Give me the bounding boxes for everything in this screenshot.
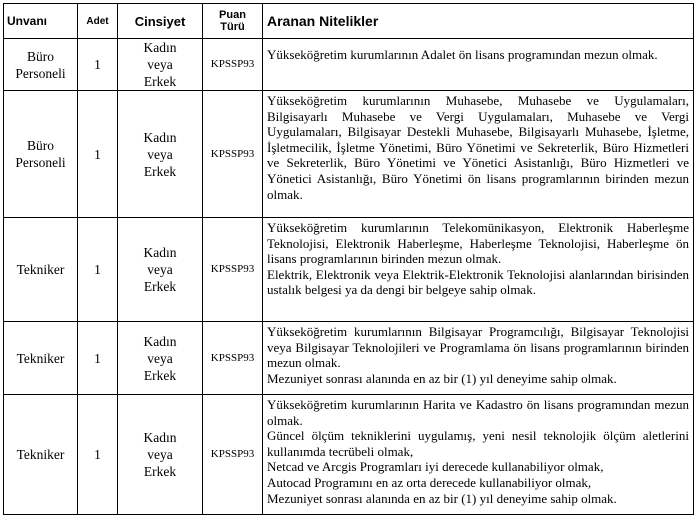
cinsiyet-line: veya [147, 350, 173, 366]
header-cinsiyet: Cinsiyet [118, 4, 203, 39]
cinsiyet-line: veya [147, 447, 173, 462]
nitelik-paragraph: Yükseköğretim kurumlarının Adalet ön lisans programından mezun olmak. [267, 47, 658, 62]
nitelik-cell [263, 39, 694, 91]
unvan-line2: Personeli [15, 155, 66, 170]
header-aranan-nitelikler: Aranan Nitelikler [263, 4, 694, 39]
header-unvan: Unvanı [4, 4, 78, 39]
table-row [4, 218, 694, 322]
nitelik-paragraph: Yükseköğretim kurumlarının Harita ve Kadastro ön lisans programından mezun olmak. [267, 397, 689, 428]
unvan-cell [4, 322, 78, 395]
header-row [4, 4, 694, 39]
cinsiyet-cell [118, 322, 203, 395]
nitelik-paragraph: Netcad ve Arcgis Programları iyi derecede kullanabiliyor olmak, [267, 459, 604, 475]
cinsiyet-line: Erkek [143, 163, 177, 179]
unvan-cell [4, 218, 78, 322]
unvan-cell [4, 39, 78, 91]
adet-cell: 1 [78, 39, 118, 91]
cinsiyet-line: Kadın [143, 333, 177, 349]
unvan-line2: Personeli [15, 65, 66, 81]
adet-cell: 1 [78, 218, 118, 322]
table-row [4, 91, 694, 218]
unvan-line1: Tekniker [16, 262, 65, 277]
cinsiyet-cell [118, 218, 203, 322]
header-puan-line1: Puan [219, 9, 246, 21]
nitelik-cell [263, 322, 694, 395]
nitelik-paragraph: Güncel ölçüm tekniklerini uygulamış, yeni nesil teknolojik ölçüm aletlerini kullanımda tecrübeli olmak, [267, 428, 689, 459]
unvan-line1: Büro [27, 48, 54, 64]
nitelik-paragraph: Elektrik, Elektronik veya Elektrik-Elektronik Teknolojisi alanlarından birisinden ustalık belgesi ya da dengi bir belgeye sahip olmak. [267, 266, 689, 298]
cinsiyet-cell [118, 91, 203, 218]
cinsiyet-line: Kadın [143, 245, 177, 260]
puan-turu-cell: KPSSP93 [203, 322, 263, 395]
puan-turu-cell: KPSSP93 [203, 39, 263, 91]
cinsiyet-line: veya [147, 57, 173, 72]
table-row [4, 395, 694, 515]
nitelik-paragraph: Autocad Programını en az orta derecede kullanabiliyor olmak, [267, 474, 592, 490]
nitelik-paragraph: Mezuniyet sonrası alanında en az bir (1) yıl deneyime sahip olmak. [267, 370, 617, 386]
unvan-line1: Tekniker [16, 447, 65, 462]
cinsiyet-line: veya [147, 146, 173, 162]
unvan-line1: Büro [27, 138, 54, 153]
unvan-cell [4, 395, 78, 515]
header-puan-line2: Türü [220, 21, 245, 33]
requirements-table [3, 3, 694, 515]
nitelik-paragraph: Yükseköğretim kurumlarının Muhasebe, Muhasebe ve Uygulamaları, Bilgisayarlı Muhasebe ve Vergi Uygulamaları, Muhasebe ve Vergi Uygulamaları, Bilgisayar Destekli Muhasebe, Bilgisayarlı Muhasebe, İşletme, İşletmecilik, İşletme Yönetimi, Büro Yönetimi ve Sekreterlik, Büro Hizmetleri ve Sekreterlik, Büro Yönetimi ve Yönetici Asistanlığı, Büro Hizmetleri ve Yönetici Asistanlığı, Büro Yönetimi ön lisans programlarının birinden mezun olmak. [267, 93, 689, 202]
cinsiyet-line: Erkek [143, 279, 177, 294]
nitelik-paragraph: Yükseköğretim kurumlarının Bilgisayar Programcılığı, Bilgisayar Teknolojisi veya Bilgisayar Teknolojileri ve Programlama ön lisans programlarının birinden mezun olmak. [267, 324, 689, 371]
header-adet: Adet [78, 4, 118, 39]
puan-turu-cell: KPSSP93 [203, 91, 263, 218]
puan-turu-cell: KPSSP93 [203, 218, 263, 322]
adet-cell: 1 [78, 395, 118, 515]
cinsiyet-line: Erkek [143, 367, 177, 383]
adet-cell: 1 [78, 91, 118, 218]
puan-turu-cell: KPSSP93 [203, 395, 263, 515]
nitelik-paragraph: Yükseköğretim kurumlarının Telekomünikasyon, Elektronik Haberleşme Teknolojisi, Elektronik Haberleşme, Haberleşme Teknolojisi, Haberleşme ön lisans programlarının birinden mezun olmak. [267, 220, 689, 267]
unvan-cell [4, 91, 78, 218]
cinsiyet-line: Kadın [143, 40, 177, 55]
adet-cell: 1 [78, 322, 118, 395]
nitelik-cell [263, 91, 694, 218]
cinsiyet-line: veya [147, 262, 173, 277]
cinsiyet-line: Erkek [143, 74, 177, 89]
nitelik-paragraph: Mezuniyet sonrası alanında en az bir (1) yıl deneyime sahip olmak. [267, 490, 617, 506]
nitelik-cell [263, 395, 694, 515]
cinsiyet-line: Kadın [143, 430, 177, 445]
cinsiyet-cell [118, 395, 203, 515]
unvan-line1: Tekniker [16, 350, 65, 366]
cinsiyet-line: Erkek [143, 464, 177, 479]
cinsiyet-line: Kadın [143, 129, 177, 145]
table-row [4, 39, 694, 91]
header-puan-turu [203, 4, 263, 39]
table-row [4, 322, 694, 395]
nitelik-cell [263, 218, 694, 322]
cinsiyet-cell [118, 39, 203, 91]
